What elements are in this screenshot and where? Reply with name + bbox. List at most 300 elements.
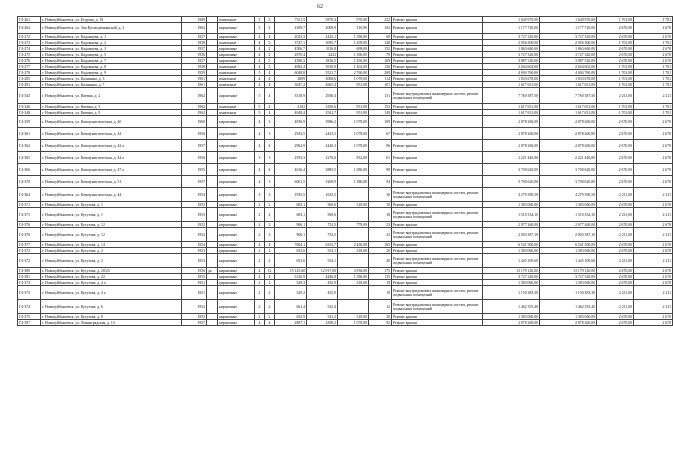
- table-cell: 1 701,00: [597, 70, 634, 76]
- table-cell: 3: [265, 152, 275, 164]
- table-cell: 2: [255, 254, 265, 268]
- table-cell: 1 078,00: [338, 320, 369, 326]
- table-cell: 1961: [182, 76, 207, 82]
- table-cell: г. Новокуйбышевск, ул. Кутузова, д. 4 а: [41, 286, 182, 300]
- table-cell: 2 670,00: [597, 268, 634, 274]
- table-cell: 1 383 060,00: [540, 202, 597, 208]
- table-cell: г. Новокуйбышевск, ул. Кутузова, д. 12: [41, 228, 182, 242]
- table-cell: 3: [265, 116, 275, 128]
- table-cell: 2 211: [634, 300, 673, 314]
- table-cell: 67: [369, 128, 392, 140]
- table-cell: 4 936,00: [338, 268, 369, 274]
- table-cell: Ремонт крыши: [392, 52, 483, 58]
- table-cell: 1 462 355,40: [540, 300, 597, 314]
- table-cell: 2309,7: [275, 23, 307, 34]
- table-cell: 3 727 320,00: [483, 52, 540, 58]
- table-cell: 169: [369, 58, 392, 64]
- table-cell: 1 701,00: [597, 17, 634, 23]
- table-cell: 1962: [182, 110, 207, 116]
- table-cell: 2: [255, 208, 265, 222]
- table-cell: 1 701: [634, 104, 673, 110]
- table-cell: [207, 208, 218, 222]
- table-cell: Г4-346: [18, 104, 41, 110]
- table-cell: 2 878 260,00: [540, 128, 597, 140]
- table-cell: Ремонт внутридомовых инженерных систем, ремонт подвальных помещений: [392, 254, 483, 268]
- table-cell: 2 211,00: [597, 254, 634, 268]
- table-cell: 2: [255, 248, 265, 254]
- table-cell: 2 670,00: [597, 128, 634, 140]
- table-cell: 2 211: [634, 286, 673, 300]
- table-cell: 4: [265, 104, 275, 110]
- table-cell: 569,6: [307, 202, 338, 208]
- table-cell: г. Новокуйбышевск, ул. Коммунистическая, д. 44 а: [41, 152, 182, 164]
- table-cell: 15 125,60: [275, 268, 307, 274]
- table-cell: 3 700 620,00: [483, 164, 540, 176]
- table-cell: 149: [369, 110, 392, 116]
- table-cell: 3885,5: [307, 164, 338, 176]
- table-cell: 1 701: [634, 17, 673, 23]
- table-cell: Г4-374: [18, 300, 41, 314]
- table-cell: Г4-371: [18, 202, 41, 208]
- table-cell: кирпичные: [218, 164, 255, 176]
- table-cell: 1957: [182, 140, 207, 152]
- table-cell: 140: [369, 40, 392, 46]
- table-cell: г. Новокуйбышевск, ул. Кадомцева, д. 2: [41, 40, 182, 46]
- table-cell: 2 211,00: [597, 286, 634, 300]
- table-cell: 518,00: [338, 202, 369, 208]
- table-cell: 18: [369, 208, 392, 222]
- table-cell: 683,1: [275, 208, 307, 222]
- table-cell: Ремонт крыши: [392, 64, 483, 70]
- table-cell: Ремонт крыши: [392, 164, 483, 176]
- table-cell: Г4-274: [18, 46, 41, 52]
- table-cell: 2423: [307, 52, 338, 58]
- table-cell: 2 670,00: [597, 314, 634, 320]
- table-cell: 92: [369, 320, 392, 326]
- table-cell: 1 445 109,60: [540, 254, 597, 268]
- table-cell: 28: [369, 314, 392, 320]
- table-cell: 3: [265, 128, 275, 140]
- table-cell: кирпичные: [218, 286, 255, 300]
- table-cell: 2 211,00: [597, 188, 634, 202]
- table-cell: г. Новокуйбышевск, ул. Коммунистическая, д. 42 а: [41, 140, 182, 152]
- table-cell: 1 209,00: [338, 40, 369, 46]
- table-cell: 1 386,00: [338, 176, 369, 188]
- table-cell: 1 445 109,60: [483, 254, 540, 268]
- table-cell: панельные: [218, 40, 255, 46]
- table-cell: 2398,3: [307, 320, 338, 326]
- table-cell: г. Новокуйбышевск, ул. Зои Космодемьянской, д. 2: [41, 23, 182, 34]
- table-cell: 1958: [182, 40, 207, 46]
- table-cell: 4: [255, 82, 265, 88]
- table-cell: кирпичные: [218, 300, 255, 314]
- table-cell: 832,00: [338, 152, 369, 164]
- table-cell: 2: [265, 254, 275, 268]
- table-cell: 4: [265, 242, 275, 248]
- table-cell: 2 670,00: [597, 176, 634, 188]
- table-cell: 5: [255, 23, 265, 34]
- table-cell: 2: [265, 23, 275, 34]
- table-cell: Ремонт крыши: [392, 222, 483, 228]
- table-cell: 7 760 387,50: [540, 88, 597, 104]
- table-row: [18, 23, 673, 34]
- table-cell: 518,00: [338, 314, 369, 320]
- table-cell: кирпичные: [218, 176, 255, 188]
- table-cell: 7 760 387,50: [483, 88, 540, 104]
- table-cell: 2 670: [634, 202, 673, 208]
- table-cell: 543,4: [307, 300, 338, 314]
- table-cell: панельные: [218, 17, 255, 23]
- table-cell: 1960: [182, 116, 207, 128]
- table-cell: 2 670,00: [597, 248, 634, 254]
- table-cell: Ремонт крыши: [392, 116, 483, 128]
- table-cell: 3 700 620,00: [540, 176, 597, 188]
- table-cell: 4: [255, 46, 265, 52]
- table-cell: 2 670: [634, 274, 673, 280]
- table-cell: 2 670,00: [597, 34, 634, 40]
- table-cell: г. Новокуйбышевск, ул. Кутузова, д. 1: [41, 202, 182, 208]
- table-cell: Г4-365: [18, 152, 41, 164]
- table-cell: кирпичные: [218, 228, 255, 242]
- table-cell: 68: [369, 34, 392, 40]
- table-cell: кирпичные: [218, 46, 255, 52]
- table-cell: Ремонт крыши: [392, 110, 483, 116]
- table-cell: [207, 176, 218, 188]
- table-cell: 4: [265, 140, 275, 152]
- table-cell: 1953: [182, 248, 207, 254]
- table-cell: Ремонт крыши: [392, 23, 483, 34]
- table-cell: Ремонт крыши: [392, 76, 483, 82]
- table-cell: 1956: [182, 52, 207, 58]
- table-cell: 5269,9: [307, 176, 338, 188]
- table-cell: [207, 128, 218, 140]
- table-row: [18, 140, 673, 152]
- table-cell: кирпичные: [218, 152, 255, 164]
- table-cell: кирпичные: [218, 188, 255, 202]
- table-row: [18, 188, 673, 202]
- table-row: [18, 300, 673, 314]
- table-cell: 2: [265, 208, 275, 222]
- table-cell: 1957: [182, 46, 207, 52]
- table-cell: 4: [255, 64, 265, 70]
- table-cell: 1 701: [634, 110, 673, 116]
- table-cell: Г4-348: [18, 110, 41, 116]
- table-cell: 2 878 260,00: [483, 320, 540, 326]
- table-cell: 569,6: [307, 208, 338, 222]
- table-cell: кирпичные: [218, 128, 255, 140]
- table-cell: 2 670: [634, 314, 673, 320]
- table-cell: г. Новокуйбышевск, ул. Кадомцева, д. 3: [41, 46, 182, 52]
- table-cell: кирпичные: [218, 222, 255, 228]
- table-row: [18, 116, 673, 128]
- table-cell: 1 649 970,00: [483, 17, 540, 23]
- table-cell: 12 917,00: [307, 268, 338, 274]
- table-cell: [207, 188, 218, 202]
- table-cell: 3: [265, 228, 275, 242]
- table-cell: 20: [369, 248, 392, 254]
- table-cell: 6 541 500,00: [483, 242, 540, 248]
- table-cell: 2 760,00: [338, 70, 369, 76]
- table-cell: 1 177 720,00: [483, 23, 540, 34]
- table-cell: 6061,5: [275, 176, 307, 188]
- table-cell: 1957: [182, 58, 207, 64]
- table-cell: 2 670: [634, 23, 673, 34]
- table-cell: 2440,3: [307, 140, 338, 152]
- table-cell: 4: [265, 88, 275, 104]
- table-cell: 5521,7: [307, 70, 338, 76]
- table-cell: 1 863 660,00: [540, 46, 597, 52]
- table-cell: 5: [265, 40, 275, 46]
- table-cell: 752,5: [307, 228, 338, 242]
- table-cell: 1 383 060,00: [483, 314, 540, 320]
- table-cell: 4 279 390,50: [483, 188, 540, 202]
- table-row: [18, 228, 673, 242]
- table-cell: 541,2: [307, 314, 338, 320]
- table-cell: 1 649 970,00: [540, 17, 597, 23]
- table-cell: кирпичные: [218, 88, 255, 104]
- table-cell: 1 701,00: [597, 110, 634, 116]
- table-cell: 5: [255, 17, 265, 23]
- table-cell: г. Новокуйбышевск, ул. Кутузова, д. 1: [41, 208, 182, 222]
- table-cell: 165: [369, 242, 392, 248]
- table-cell: 653,9: [275, 314, 307, 320]
- table-cell: [338, 300, 369, 314]
- table-cell: 2 670: [634, 268, 673, 274]
- table-cell: г. Новокуйбышевск, ул. Коммунистическая, д. 42: [41, 128, 182, 140]
- table-cell: 3116,8: [307, 46, 338, 52]
- table-cell: 2970,4: [275, 52, 307, 58]
- table-cell: 1 701,00: [597, 64, 634, 70]
- table-cell: 2 878 260,00: [483, 116, 540, 128]
- table-cell: Г4-272: [18, 34, 41, 40]
- table-cell: г. Новокуйбышевск, ул. Калинина, д. 3: [41, 76, 182, 82]
- table-cell: 2023,3: [275, 34, 307, 40]
- table-cell: Г4-381: [18, 274, 41, 280]
- table-cell: панельные: [218, 82, 255, 88]
- table-cell: панельные: [218, 110, 255, 116]
- table-cell: 5: [255, 110, 265, 116]
- table-cell: да: [207, 268, 218, 274]
- table-cell: 1952: [182, 300, 207, 314]
- table-cell: 2 077 260,00: [483, 222, 540, 228]
- table-cell: 2943,5: [275, 128, 307, 140]
- table-cell: 1 456,00: [338, 58, 369, 64]
- table-cell: 5: [255, 88, 265, 104]
- table-cell: Г4-277: [18, 64, 41, 70]
- table-cell: 4102: [275, 104, 307, 110]
- table-cell: Г4-343: [18, 88, 41, 104]
- housing-register-table: [17, 16, 673, 326]
- table-cell: 4: [255, 76, 265, 82]
- table-cell: г. Новокуйбышевск, ул. Кутузова, д. 20/24: [41, 268, 182, 274]
- table-cell: 2 211: [634, 88, 673, 104]
- table-cell: 4830,9: [275, 116, 307, 128]
- table-cell: 1 396,00: [338, 274, 369, 280]
- table-cell: Ремонт крыши: [392, 152, 483, 164]
- table-cell: 4: [265, 320, 275, 326]
- table-cell: кирпичные: [218, 274, 255, 280]
- table-row: [18, 286, 673, 300]
- table-cell: кирпичные: [218, 23, 255, 34]
- table-cell: 435,9: [307, 286, 338, 300]
- table-cell: г. Новокуйбышевск, ул. Коммунистическая, д. 40: [41, 116, 182, 128]
- table-cell: 13 179 120,00: [540, 268, 597, 274]
- table-cell: 5: [255, 104, 265, 110]
- table-cell: 2 221 440,00: [540, 152, 597, 164]
- table-cell: 906,1: [275, 228, 307, 242]
- table-cell: 2: [265, 300, 275, 314]
- table-cell: 3 727 320,00: [483, 274, 540, 280]
- table-cell: 778,00: [338, 222, 369, 228]
- table-cell: Ремонт внутридомовых инженерных систем, ремонт подвальных помещений: [392, 228, 483, 242]
- table-cell: 252: [369, 17, 392, 23]
- table-cell: 61: [369, 152, 392, 164]
- table-cell: 7311,5: [275, 17, 307, 23]
- table-cell: 2 670: [634, 320, 673, 326]
- table-cell: 114: [369, 76, 392, 82]
- table-cell: 3809: [275, 76, 307, 82]
- table-cell: Г4-376: [18, 228, 41, 242]
- table-cell: 3910,8: [307, 64, 338, 70]
- table-cell: 18: [369, 202, 392, 208]
- table-cell: 2 211,00: [597, 88, 634, 104]
- table-cell: 2: [265, 202, 275, 208]
- table-cell: г. Новокуйбышевск, ул. Кутузова, д. 6: [41, 300, 182, 314]
- table-cell: Ремонт крыши: [392, 70, 483, 76]
- table-cell: Г4-291: [18, 82, 41, 88]
- table-cell: 3: [265, 176, 275, 188]
- table-cell: 3518,9: [275, 88, 307, 104]
- table-row: [18, 152, 673, 164]
- table-cell: 2 056 300,00: [540, 40, 597, 46]
- table-cell: [338, 254, 369, 268]
- table-cell: г. Новокуйбышевск, ул. Коммунистическая, д. 47 а: [41, 164, 182, 176]
- table-cell: 1961: [182, 82, 207, 88]
- table-cell: 1 383 060,00: [540, 280, 597, 286]
- table-cell: Г4-377: [18, 242, 41, 248]
- table-cell: 4: [265, 34, 275, 40]
- table-cell: Г4-372: [18, 248, 41, 254]
- table-cell: кирпичные: [218, 140, 255, 152]
- table-cell: 2433,3: [307, 128, 338, 140]
- table-cell: Г4-375: [18, 314, 41, 320]
- table-cell: 2 211: [634, 228, 673, 242]
- table-cell: 2 878 260,00: [540, 320, 597, 326]
- table-cell: 2 878 260,00: [483, 128, 540, 140]
- table-cell: Ремонт внутридомовых инженерных систем, ремонт подвальных помещений: [392, 208, 483, 222]
- table-cell: 5: [255, 70, 265, 76]
- table-cell: 4: [255, 176, 265, 188]
- table-cell: 2593,3: [275, 152, 307, 164]
- table-cell: г. Новокуйбышевск, ул. Егорова, д. 18: [41, 17, 182, 23]
- table-cell: [338, 286, 369, 300]
- table-cell: 23: [369, 228, 392, 242]
- table-cell: Ремонт крыши: [392, 320, 483, 326]
- table-cell: 529,3: [275, 286, 307, 300]
- table-cell: 4: [265, 164, 275, 176]
- table-cell: панельные: [218, 64, 255, 70]
- table-cell: Г4-278: [18, 70, 41, 76]
- table-cell: 131: [369, 88, 392, 104]
- table-cell: [207, 88, 218, 104]
- table-cell: Г4-261: [18, 17, 41, 23]
- table-cell: 1 150 383,30: [540, 286, 597, 300]
- table-cell: 6333,7: [307, 242, 338, 248]
- table-cell: 3 887 520,00: [483, 58, 540, 64]
- table-cell: 1633,5: [307, 188, 338, 202]
- table-cell: 36: [369, 188, 392, 202]
- table-cell: 661,4: [275, 300, 307, 314]
- table-cell: 2 056 300,00: [483, 40, 540, 46]
- table-cell: 4: [255, 268, 265, 274]
- table-cell: 1958: [182, 64, 207, 70]
- table-cell: [207, 300, 218, 314]
- table-cell: 2 670,00: [597, 52, 634, 58]
- table-cell: Г4-364: [18, 188, 41, 202]
- table-cell: Ремонт крыши: [392, 104, 483, 110]
- table-cell: 2 670,00: [597, 58, 634, 64]
- table-cell: 970,00: [338, 17, 369, 23]
- table-cell: 906,1: [275, 222, 307, 228]
- table-cell: 1957: [182, 320, 207, 326]
- table-cell: 1956: [182, 152, 207, 164]
- table-cell: 2008,9: [307, 23, 338, 34]
- table-row: [18, 164, 673, 176]
- table-cell: кирпичные: [218, 242, 255, 248]
- table-cell: 1 383 060,00: [483, 248, 540, 254]
- table-cell: 1989: [182, 17, 207, 23]
- table-cell: Г4-275: [18, 52, 41, 58]
- table-row: [18, 176, 673, 188]
- table-cell: Ремонт крыши: [392, 17, 483, 23]
- table-cell: 12: [369, 300, 392, 314]
- table-cell: 1 078,00: [338, 116, 369, 128]
- table-cell: 1 701,00: [597, 76, 634, 82]
- table-cell: 1 150 383,30: [483, 286, 540, 300]
- table-cell: Г4-372: [18, 254, 41, 268]
- table-cell: кирпичные: [218, 268, 255, 274]
- table-cell: 1 383 060,00: [540, 248, 597, 254]
- table-cell: 2 211,00: [597, 300, 634, 314]
- table-cell: 102: [369, 23, 392, 34]
- table-cell: 1 701: [634, 76, 673, 82]
- table-cell: 1955: [182, 274, 207, 280]
- table-cell: 5120,9: [275, 274, 307, 280]
- table-cell: 1935,5: [275, 188, 307, 202]
- table-cell: 3816,5: [307, 58, 338, 64]
- table-cell: 2 044 602,00: [540, 64, 597, 70]
- table-cell: 2: [255, 300, 265, 314]
- table-cell: 1 701: [634, 64, 673, 70]
- table-cell: 3: [265, 188, 275, 202]
- table-cell: Ремонт крыши: [392, 40, 483, 46]
- table-cell: 3350,6: [307, 104, 338, 110]
- table-cell: 4: [255, 242, 265, 248]
- table-cell: 1 863 660,00: [483, 46, 540, 52]
- table-cell: 3: [265, 222, 275, 228]
- table-cell: 554,1: [307, 254, 338, 268]
- table-cell: 109: [369, 116, 392, 128]
- table-cell: 1 396,00: [338, 34, 369, 40]
- table-cell: 2: [265, 248, 275, 254]
- table-cell: кирпичные: [218, 34, 255, 40]
- table-cell: 1 177 720,00: [540, 23, 597, 34]
- table-cell: Ремонт крыши: [392, 274, 483, 280]
- table-cell: 3 887 520,00: [540, 58, 597, 64]
- table-cell: кирпичные: [218, 208, 255, 222]
- table-cell: 752,5: [307, 222, 338, 228]
- table-cell: 3986,2: [307, 116, 338, 128]
